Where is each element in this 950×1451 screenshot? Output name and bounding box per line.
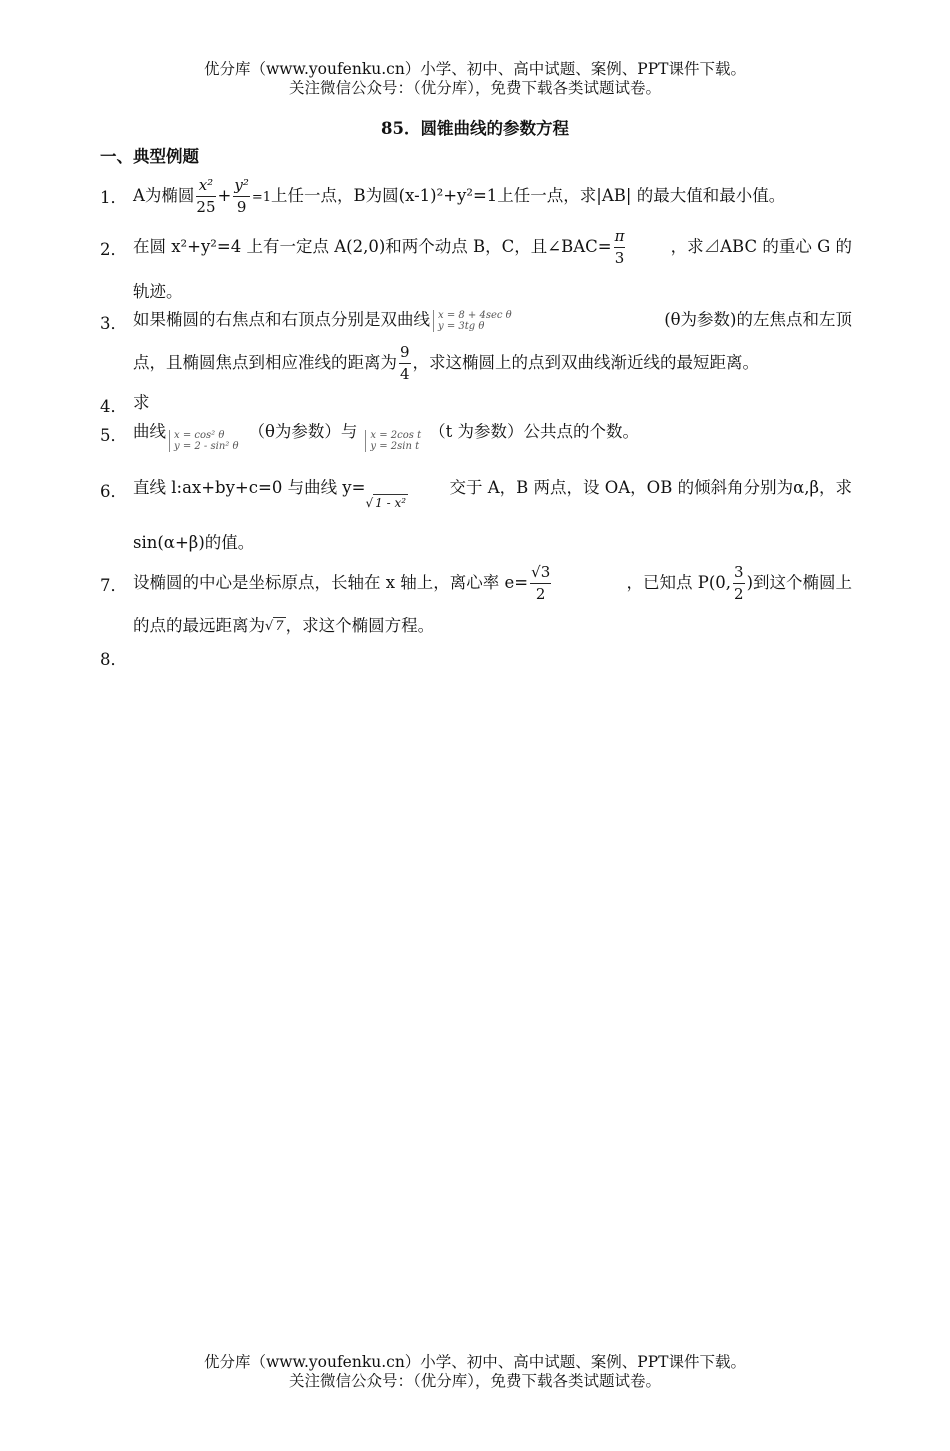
fraction-3-2: $\frac{3}{2}$ <box>734 563 744 603</box>
header-line-1: 优分库（www.youfenku.cn）小学、初中、高中试题、案例、PPT课件下载。 <box>203 60 747 78</box>
problem-8 <box>100 646 852 668</box>
problem-text: ，求这个椭圆方程。 <box>285 616 435 635</box>
problem-text: 上任一点，B为圆(x-1)²+y²=1上任一点，求|AB| 的最大值和最小值。 <box>271 186 786 205</box>
problem-text: ，求⊿ABC 的重心 G 的 <box>670 237 852 256</box>
problem-text: ，已知点 P(0, <box>626 573 732 592</box>
problem-text: （θ为参数）与 <box>248 422 358 441</box>
problem-text: 交于 A，B 两点，设 OA，OB 的倾斜角分别为α,β，求 <box>449 478 852 497</box>
sqrt-7: √ 7 <box>265 618 284 634</box>
problem-4 <box>100 393 852 415</box>
problem-text: 曲线 <box>133 422 166 441</box>
problem-text: )到这个椭圆上 <box>746 573 852 592</box>
section-heading: 一、典型例题 <box>100 147 199 166</box>
problem-text: 点，且椭圆焦点到相应准线的距离为 <box>133 353 397 372</box>
problem-text: 轨迹。 <box>133 282 183 301</box>
fraction-9-4: $\frac{9}{4}$ <box>400 343 410 383</box>
problem-text: sin(α+β)的值。 <box>133 533 255 552</box>
problem-number: 7． <box>100 576 127 595</box>
problem-number: 3． <box>100 314 127 333</box>
problem-5 <box>100 418 852 460</box>
problem-text: A为椭圆 <box>133 186 195 205</box>
problem-7 <box>100 560 852 642</box>
problem-number: 1． <box>100 188 127 207</box>
problem-text: 的点的最远距离为 <box>133 616 265 635</box>
problem-text: 求 <box>133 393 150 412</box>
page-footer <box>0 1353 950 1391</box>
fraction-pi-3: $\frac{\pi}{3}$ <box>614 227 625 267</box>
problem-3 <box>100 308 852 388</box>
problem-text: 设椭圆的中心是坐标原点，长轴在 x 轴上，离心率 e= <box>133 573 529 592</box>
problem-text: (θ为参数)的左焦点和左顶 <box>664 310 852 329</box>
problem-text: 在圆 x²+y²=4 上有一定点 A(2,0)和两个动点 B，C，且∠BAC= <box>133 237 612 256</box>
problem-1: 1． A为椭圆 $\frac{\text{x²}}{25}$ + $\frac{\text{y²}}{9}$ =1上任一点，B为圆(x-1)²+y²=1上任一点，求|AB| 的最大值和最小值。 <box>100 176 786 216</box>
problem-number: 6． <box>100 482 127 501</box>
sqrt-expression: √ 1 - x² <box>365 495 407 510</box>
problem-text: ，求这椭圆上的点到双曲线渐近线的最短距离。 <box>412 353 760 372</box>
problem-number: 4． <box>100 397 127 416</box>
fraction-y2-9: $\frac{\text{y²}}{9}$ <box>234 176 249 216</box>
problem-number: 2． <box>100 240 127 259</box>
document-title: 85．圆锥曲线的参数方程 <box>381 119 569 138</box>
footer-line-2: 关注微信公众号：（优分库），免费下载各类试题试卷。 <box>288 1372 661 1390</box>
header-line-2: 关注微信公众号：（优分库），免费下载各类试题试卷。 <box>288 79 661 97</box>
problem-text: 直线 l:ax+by+c=0 与曲线 y= <box>133 478 366 497</box>
problem-text: 如果椭圆的右焦点和右顶点分别是双曲线 <box>133 310 430 329</box>
footer-line-1: 优分库（www.youfenku.cn）小学、初中、高中试题、案例、PPT课件下载。 <box>203 1353 747 1371</box>
problem-text: （t 为参数）公共点的个数。 <box>429 422 639 441</box>
problem-6 <box>100 475 852 559</box>
curve-parametric-system-1: x = cos² θ y = 2 - sin² θ <box>169 430 238 452</box>
fraction-x2-25: $\frac{\text{x²}}{25}$ <box>196 176 216 216</box>
problem-2 <box>100 226 852 302</box>
problem-number: 8． <box>100 650 127 669</box>
hyperbola-parametric-system: x = 8 + 4sec θ y = 3tg θ <box>433 310 512 332</box>
problem-number: 5． <box>100 426 127 445</box>
curve-parametric-system-2: x = 2cos t y = 2sin t <box>365 430 421 452</box>
fraction-sqrt3-2: $\frac{√3}{2}$ <box>531 563 551 603</box>
page-header <box>0 60 950 98</box>
